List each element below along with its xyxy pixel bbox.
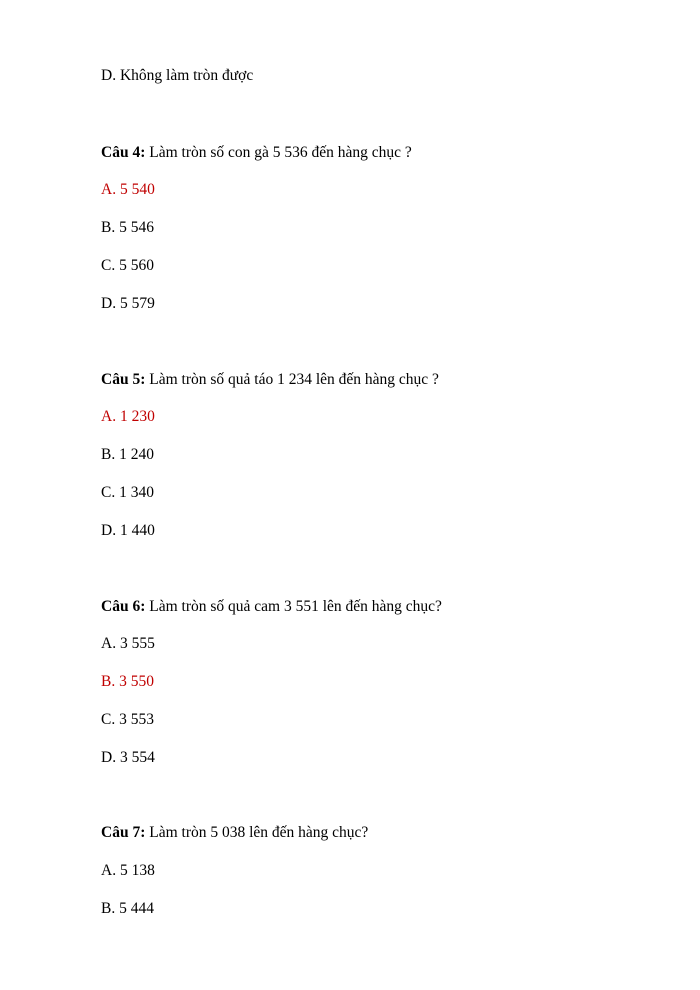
question-4-option-d: D. 5 579 — [101, 295, 155, 312]
question-7 — [101, 823, 368, 843]
question-6-option-b: B. 3 550 — [101, 673, 154, 690]
question-7-label: Câu 7: — [101, 824, 146, 841]
question-4-label: Câu 4: — [101, 144, 146, 161]
question-5-text: Làm tròn số quả táo 1 234 lên đến hàng chục ? — [145, 371, 439, 388]
question-7-text: Làm tròn 5 038 lên đến hàng chục? — [145, 824, 369, 841]
question-7-option-a: A. 5 138 — [101, 862, 155, 879]
question-5-label: Câu 5: — [101, 371, 146, 388]
question-5 — [101, 370, 439, 390]
question-6 — [101, 597, 442, 617]
question-4 — [101, 143, 412, 163]
question-4-option-a: A. 5 540 — [101, 181, 155, 198]
question-7-option-b: B. 5 444 — [101, 900, 154, 917]
question-4-option-b: B. 5 546 — [101, 219, 154, 236]
question-5-option-c: C. 1 340 — [101, 484, 154, 501]
question-6-label: Câu 6: — [101, 598, 146, 615]
question-6-text: Làm tròn số quả cam 3 551 lên đến hàng chục? — [145, 598, 442, 615]
question-5-option-d: D. 1 440 — [101, 522, 155, 539]
question-6-option-c: C. 3 553 — [101, 711, 154, 728]
question-5-option-b: B. 1 240 — [101, 446, 154, 463]
question-6-option-a: A. 3 555 — [101, 635, 155, 652]
question-6-option-d: D. 3 554 — [101, 749, 155, 766]
prev-question-option-d: D. Không làm tròn được — [101, 67, 254, 84]
question-4-option-c: C. 5 560 — [101, 257, 154, 274]
question-4-text: Làm tròn số con gà 5 536 đến hàng chục ? — [145, 144, 412, 161]
question-5-option-a: A. 1 230 — [101, 408, 155, 425]
